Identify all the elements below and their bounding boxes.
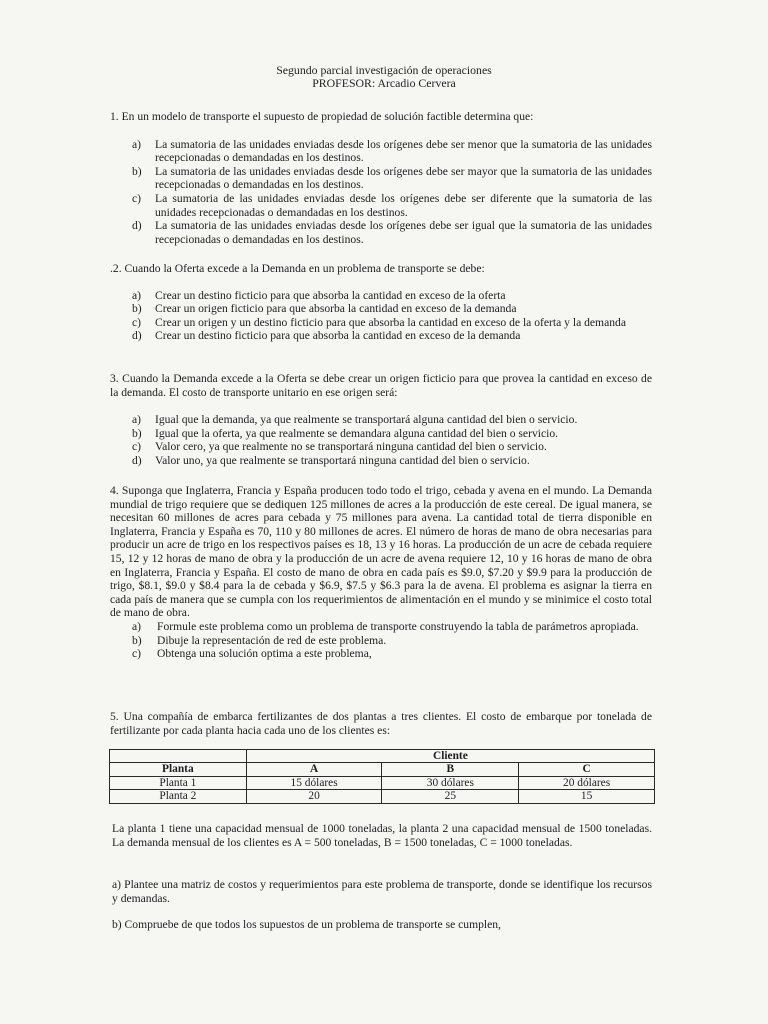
question-3-option-c: c) Valor cero, ya que realmente no se transportará ninguna cantidad del bien o servicio. — [132, 440, 547, 454]
question-2-stem: .2. Cuando la Oferta excede a la Demanda en un problema de transporte se debe: — [110, 262, 485, 275]
table-row-label: Planta 1 — [110, 776, 247, 789]
question-2-option-a: a) Crear un destino ficticio para que absorba la cantidad en exceso de la oferta — [132, 288, 506, 302]
exam-title: Segundo parcial investigación de operaciones — [276, 63, 492, 77]
question-2-options — [110, 289, 652, 343]
question-2-option-d: d) Crear un destino ficticio para que absorba la cantidad en exceso de la demanda — [132, 329, 521, 343]
question-3-option-b: b) Igual que la oferta, ya que realmente se demandara alguna cantidad del bien o servicio. — [132, 426, 559, 440]
table-column-header: C — [519, 763, 655, 776]
question-1-option-c: c) La sumatoria de las unidades enviadas desde los orígenes debe ser diferente que la sumatoria de las unidades recepcionadas o demandadas en los destinos. — [132, 191, 652, 219]
question-1-option-b: b) La sumatoria de las unidades enviadas desde los orígenes debe ser mayor que la sumatoria de las unidades recepcionadas o demandadas en los destinos. — [132, 164, 652, 192]
table-row — [110, 790, 655, 803]
question-1 — [110, 110, 652, 246]
question-4 — [110, 484, 652, 661]
question-3-options — [110, 413, 652, 467]
question-1-options — [110, 138, 652, 247]
table-group-header: Cliente — [246, 750, 654, 763]
table-cell: 25 — [382, 790, 519, 803]
question-3 — [110, 372, 652, 468]
table-column-header: B — [382, 763, 519, 776]
question-3-option-a: a) Igual que la demanda, ya que realmente se transportará alguna cantidad del bien o servicio. — [132, 413, 578, 427]
question-4-option-c: c) Obtenga una solución optima a este problema, — [132, 647, 372, 661]
question-2 — [110, 262, 652, 343]
table-row — [110, 776, 655, 789]
question-4-options — [110, 620, 652, 661]
table-row-header: Planta — [110, 763, 247, 776]
table-cell: 20 — [246, 790, 382, 803]
table-cell: 15 — [519, 790, 655, 803]
shipping-cost-table — [109, 749, 655, 804]
question-1-option-d: d) La sumatoria de las unidades enviadas desde los orígenes debe ser igual que la sumatoria de las unidades recepcionadas o demandadas en los destinos. — [132, 219, 652, 246]
table-row-label: Planta 2 — [110, 790, 247, 803]
question-2-option-c: c) Crear un origen y un destino ficticio para que absorba la cantidad en exceso de la oferta y la demanda — [132, 315, 626, 329]
question-2-option-b: b) Crear un origen ficticio para que absorba la cantidad en exceso de la demanda — [132, 302, 517, 316]
question-3-stem: 3. Cuando la Demanda excede a la Oferta se debe crear un origen ficticio para que provea la cantidad en exceso de la demanda. El costo de transporte unitario en ese origen será: — [110, 372, 652, 399]
question-4-stem: 4. Suponga que Inglaterra, Francia y España producen todo todo el trigo, cebada y avena en el mundo. La Demanda mundial de trigo requiere que se dediquen 125 millones de acres a la producción de este cereal. De igual manera, se necesitan 60 millones de acres para cebada y 75 millones para avena. La cantidad total de tierra disponible en Inglaterra, Francia y España es 70, 110 y 80 millones de acres. El número de horas de mano de obra necesarias para producir un acre de trigo en los respectivos países es 18, 13 y 16 horas. La producción de un acre de cebada requiere 15, 12 y 12 horas de mano de obra y la producción de un acre de avena requiere 12, 10 y 16 horas de mano de obra en Inglaterra, Francia y España. El costo de mano de obra en cada país es $9.0, $7.20 y $9.9 para la producción de trigo, $8.1, $9.0 y $8.4 para la de cebada y $6.9, $7.5 y $6.3 para la de avena. El problema es asignar la tierra en cada país de manera que se cumpla con los requerimientos de alimentación en el mundo y se minimice el costo total de mano de obra. — [110, 484, 652, 620]
exam-header — [0, 64, 768, 90]
question-1-option-a: a) La sumatoria de las unidades enviadas desde los orígenes debe ser menor que la sumatoria de las unidades recepcionadas o demandadas en los destinos. — [132, 137, 652, 165]
question-5 — [110, 710, 652, 737]
capacity-paragraph: La planta 1 tiene una capacidad mensual de 1000 toneladas, la planta 2 una capacidad mensual de 1500 toneladas. La demanda mensual de los clientes es A = 500 toneladas, B = 1500 toneladas, C = 1000 toneladas. — [112, 822, 652, 849]
table-corner-cell — [110, 750, 247, 763]
question-3-option-d: d) Valor uno, ya que realmente se transportará ninguna cantidad del bien o servicio. — [132, 453, 530, 467]
professor-name: PROFESOR: Arcadio Cervera — [312, 76, 456, 90]
question-4-option-a: a) Formule este problema como un problema de transporte construyendo la tabla de parámetros apropiada. — [132, 619, 639, 633]
table-cell: 15 dólares — [246, 776, 382, 789]
table-column-header: A — [246, 763, 382, 776]
question-5-stem: 5. Una compañía de embarca fertilizantes de dos plantas a tres clientes. El costo de embarque por tonelada de fertilizante por cada planta hacia cada uno de los clientes es: — [110, 710, 652, 737]
question-1-stem: 1. En un modelo de transporte el supuesto de propiedad de solución factible determina que: — [110, 110, 534, 123]
question-4-option-b: b) Dibuje la representación de red de este problema. — [132, 633, 387, 647]
table-cell: 30 dólares — [382, 776, 519, 789]
question-5-part-b: b) Compruebe de que todos los supuestos de un problema de transporte se cumplen, — [112, 918, 501, 931]
table-cell: 20 dólares — [519, 776, 655, 789]
question-5-part-a: a) Plantee una matriz de costos y requerimientos para este problema de transporte, donde se identifique los recursos y demandas. — [112, 878, 652, 905]
